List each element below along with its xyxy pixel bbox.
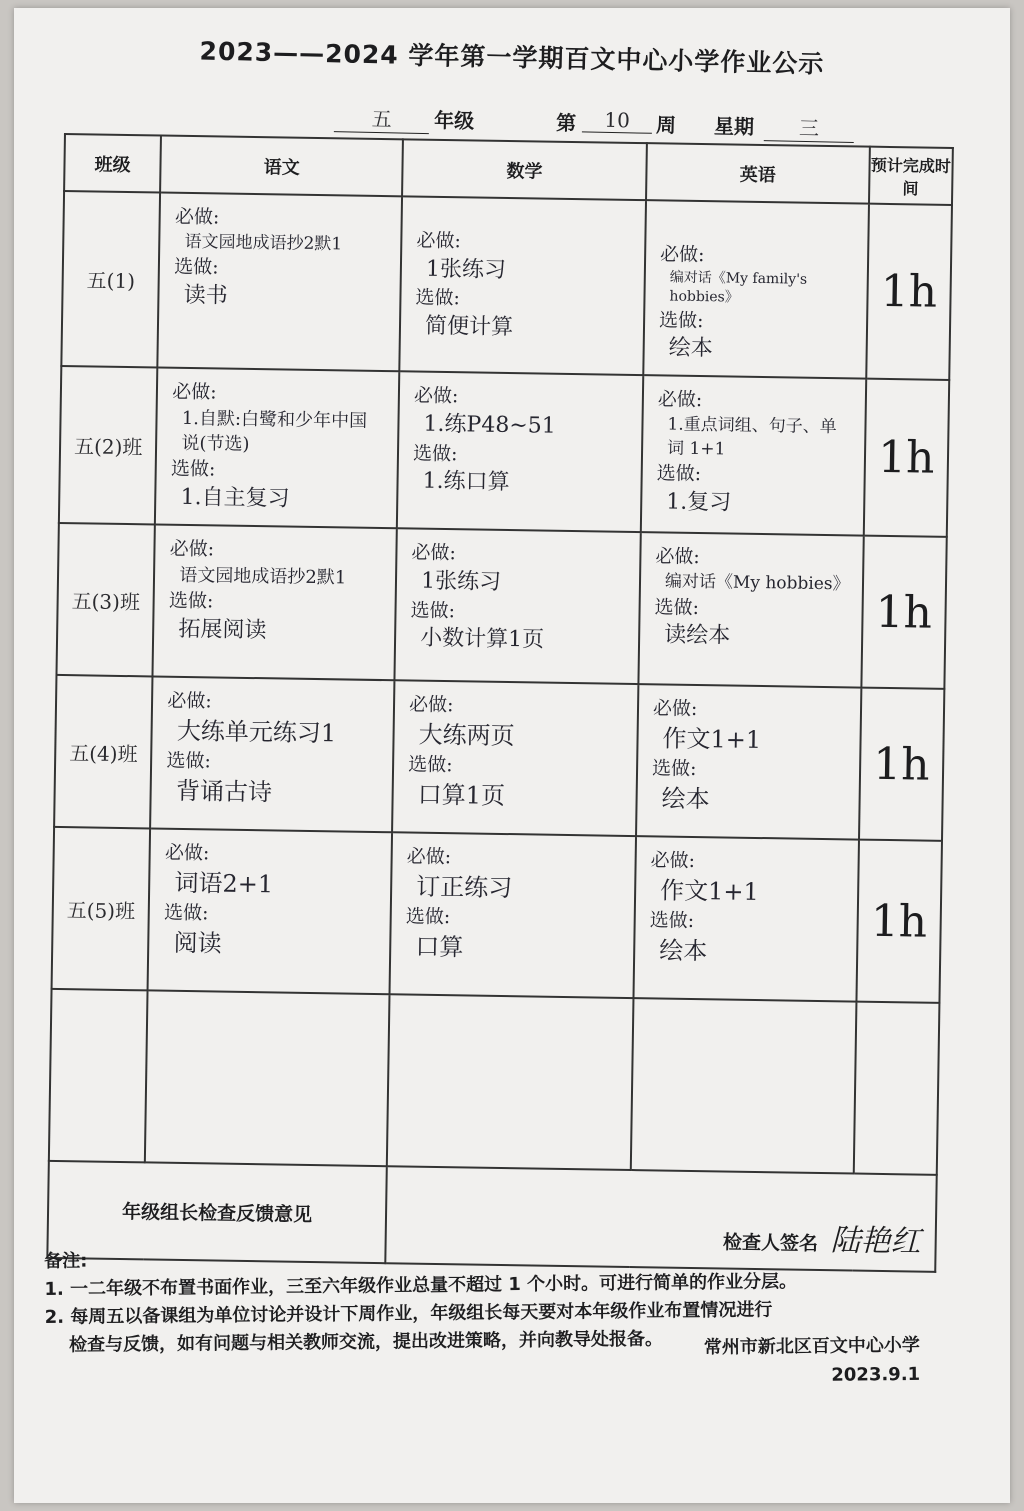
- must-text: 1.重点词组、句子、单词 1+1: [666, 414, 837, 459]
- opt-label: 选做:: [654, 595, 700, 619]
- time-value: 1h: [856, 840, 942, 1003]
- note-line-1: 1. 一二年级不布置书面作业，三至六年级作业总量不超过 1 个小时。可进行简单的作业分层。: [44, 1271, 798, 1300]
- table-row: [54, 675, 944, 841]
- must-text: 1张练习: [420, 568, 502, 595]
- org-name: 常州市新北区百文中心小学: [703, 1334, 920, 1359]
- grade-label: 年级: [433, 108, 475, 134]
- opt-text: 读绘本: [663, 622, 731, 649]
- opt-label: 选做:: [168, 589, 214, 613]
- opt-label: 选做:: [170, 457, 216, 481]
- class-name: 五(2)班: [59, 366, 158, 524]
- opt-text: 1.复习: [666, 489, 732, 516]
- week-value: 10: [582, 107, 653, 133]
- grade-value: 五: [334, 102, 430, 134]
- class-name: 五(4)班: [54, 675, 153, 828]
- table-row: [59, 366, 949, 537]
- must-label: 必做:: [164, 841, 210, 865]
- must-label: 必做:: [169, 537, 215, 561]
- must-label: 必做:: [655, 545, 700, 569]
- feedback-label: 年级组长检查反馈意见: [47, 1161, 387, 1263]
- opt-text: 口算1页: [417, 780, 506, 810]
- opt-label: 选做:: [415, 286, 461, 310]
- english-cell: [640, 533, 863, 664]
- must-label: 必做:: [650, 849, 696, 873]
- must-text: 作文1+1: [659, 876, 760, 906]
- time-value: 1h: [866, 204, 952, 380]
- opt-text: 口算: [415, 932, 464, 962]
- opt-text: 阅读: [173, 928, 222, 958]
- signer-label: 检查人签名: [722, 1231, 819, 1256]
- opt-label: 选做:: [658, 309, 704, 332]
- must-text: 订正练习: [416, 872, 513, 902]
- notes-heading: 备注:: [44, 1250, 88, 1272]
- must-label: 必做:: [174, 205, 220, 229]
- opt-text: 简便计算: [424, 313, 514, 341]
- opt-label: 选做:: [408, 753, 453, 777]
- opt-label: 选做:: [649, 909, 695, 933]
- must-text: 编对话《My hobbies》: [664, 571, 850, 595]
- opt-text: 小数计算1页: [419, 625, 545, 653]
- opt-text: 读书: [183, 282, 228, 309]
- empty-row: [49, 989, 940, 1175]
- homework-sheet: [14, 8, 1010, 1503]
- must-label: 必做:: [416, 229, 461, 253]
- must-text: 作文1+1: [662, 724, 762, 754]
- english-cell: [642, 376, 865, 531]
- opt-label: 选做:: [410, 599, 456, 622]
- english-cell: [635, 837, 858, 981]
- header-math: 数学: [402, 139, 647, 200]
- opt-text: 绘本: [661, 784, 710, 814]
- day-value: 三: [764, 111, 855, 143]
- signature: 陆艳红: [830, 1223, 921, 1260]
- must-text: 1.自默:白鹭和少年中国说(节选): [181, 407, 368, 455]
- class-name: 五(3)班: [56, 523, 155, 676]
- must-label: 必做:: [167, 689, 212, 713]
- class-name: 五(1): [61, 191, 160, 368]
- table-row: [52, 827, 942, 1003]
- org-block: [704, 1332, 921, 1392]
- day-label: 星期: [713, 114, 755, 139]
- header-class: 班级: [64, 134, 161, 193]
- homework-table: [46, 133, 954, 1273]
- time-value: 1h: [863, 379, 949, 537]
- must-label: 必做:: [413, 384, 459, 408]
- opt-label: 选做:: [405, 905, 451, 929]
- english-cell: [637, 685, 860, 829]
- must-label: 必做:: [411, 541, 457, 565]
- opt-text: 拓展阅读: [178, 616, 267, 643]
- class-name: 五(5)班: [52, 827, 151, 990]
- math-cell: [398, 372, 642, 511]
- week-prefix: 第: [555, 110, 577, 136]
- must-text: 词语2+1: [174, 868, 274, 899]
- table-row: [56, 523, 946, 689]
- week-suffix: 周: [655, 112, 677, 138]
- table-row: [61, 191, 952, 380]
- opt-text: 绘本: [658, 936, 708, 966]
- opt-label: 选做:: [412, 442, 458, 465]
- chinese-cell: [159, 194, 401, 326]
- must-label: 必做:: [408, 693, 454, 717]
- note-line-2: 2. 每周五以备课组为单位讨论并设计下周作业，年级组长每天要对本年级作业布置情况进行: [44, 1299, 773, 1328]
- time-value: 1h: [861, 536, 947, 689]
- english-cell: [644, 201, 867, 378]
- must-text: 大练单元练习1: [176, 716, 337, 748]
- must-label: 必做:: [657, 388, 703, 412]
- math-cell: [396, 529, 640, 668]
- opt-text: 绘本: [668, 335, 713, 362]
- header-english: 英语: [646, 143, 869, 203]
- must-text: 1.练P48~51: [423, 411, 556, 439]
- opt-label: 选做:: [166, 750, 212, 773]
- must-text: 语文园地成语抄2默1: [184, 231, 343, 254]
- must-text: 语文园地成语抄2默1: [179, 564, 347, 589]
- must-label: 必做:: [172, 380, 217, 404]
- math-cell: [391, 833, 635, 977]
- must-label: 必做:: [652, 697, 698, 721]
- note-line-3: 检查与反馈，如有问题与相关教师交流，提出改进策略，并向教导处报备。: [68, 1328, 664, 1356]
- math-cell: [393, 681, 637, 825]
- must-text: 大练两页: [418, 720, 515, 750]
- header-time: 预计完成时间: [869, 147, 953, 205]
- opt-label: 选做:: [656, 462, 702, 486]
- must-label: 必做:: [659, 243, 705, 267]
- opt-label: 选做:: [651, 757, 697, 781]
- chinese-cell: [156, 369, 398, 527]
- opt-label: 选做:: [174, 256, 219, 279]
- opt-text: 1.自主复习: [180, 484, 290, 512]
- page-title: 2023——2024 学年第一学期百文中心小学作业公示: [199, 36, 825, 79]
- chinese-cell: [152, 678, 394, 822]
- opt-text: 1.练口算: [422, 468, 510, 496]
- header-chinese: 语文: [160, 136, 403, 197]
- must-label: 必做:: [406, 845, 452, 869]
- math-cell: [401, 197, 645, 356]
- org-date: 2023.9.1: [831, 1363, 921, 1386]
- chinese-cell: [149, 830, 391, 974]
- must-text: 1张练习: [425, 256, 507, 283]
- opt-label: 选做:: [163, 902, 209, 925]
- opt-text: 背诵古诗: [175, 776, 273, 807]
- time-value: 1h: [859, 688, 945, 841]
- chinese-cell: [154, 526, 396, 659]
- must-text: 编对话《My family's hobbies》: [669, 269, 808, 306]
